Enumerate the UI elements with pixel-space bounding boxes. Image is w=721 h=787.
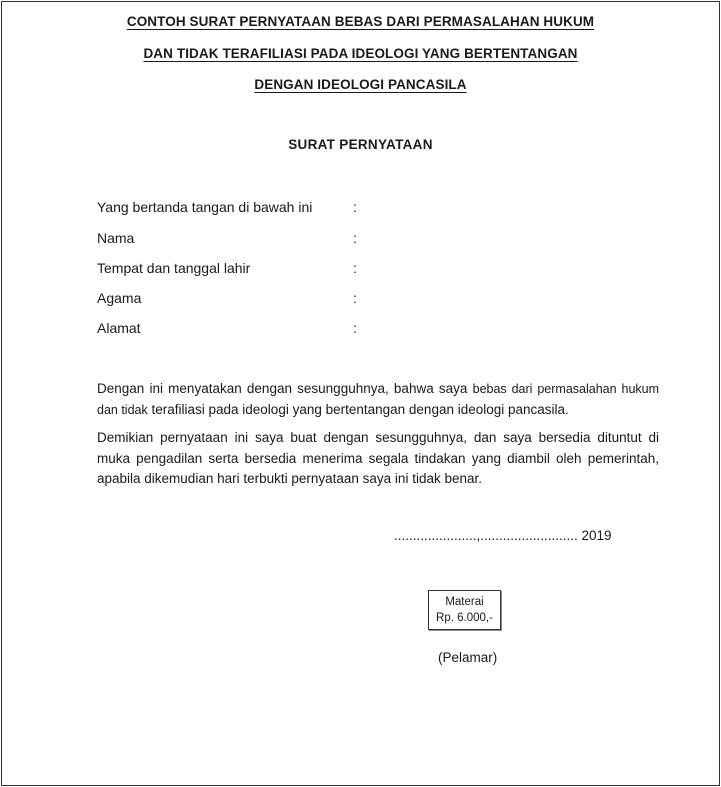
- document-title-line-3: [2, 77, 719, 92]
- field-label: Agama: [97, 290, 142, 306]
- stamp-amount: Rp. 6.000,-: [436, 612, 493, 624]
- field-colon: :: [353, 290, 357, 306]
- field-label: Yang bertanda tangan di bawah ini: [97, 199, 313, 215]
- document-subtitle: SURAT PERNYATAAN: [288, 137, 433, 152]
- document-title-line-1: [2, 14, 719, 29]
- stamp-label: Materai: [445, 596, 484, 608]
- field-address: [97, 320, 397, 338]
- document-title-line-2: [2, 46, 719, 61]
- closing-paragraph: Demikian pernyataan ini saya buat dengan sesungguhnya, dan saya bersedia dituntut di muka pengadilan serta bersedia menerima segala tindakan yang diambil oleh pemerintah, apabila dikemudian hari terbukti pernyataan saya ini tidak benar.: [97, 430, 659, 486]
- title-text-2: DAN TIDAK TERAFILIASI PADA IDEOLOGI YANG BERTENTANGAN: [143, 46, 578, 61]
- statement-part-3: terafiliasi pada ideologi yang bertentangan dengan ideologi pancasila.: [147, 401, 569, 417]
- statement-part-2: bebas dari permasalahan hukum dan tidak: [97, 382, 660, 417]
- field-label: Tempat dan tanggal lahir: [97, 260, 251, 276]
- field-label: Alamat: [97, 320, 141, 336]
- field-colon: :: [353, 230, 357, 246]
- document-page: [1, 1, 720, 786]
- field-colon: :: [353, 260, 357, 276]
- field-signatory: [97, 199, 397, 217]
- statement-paragraph: [97, 379, 659, 420]
- place-date-line: ......................,.......................... 2019: [394, 528, 612, 543]
- field-colon: :: [353, 320, 357, 336]
- title-text-3: DENGAN IDEOLOGI PANCASILA: [254, 77, 467, 92]
- statement-part-1: Dengan ini menyatakan dengan sesungguhnya, bahwa saya: [97, 381, 473, 396]
- stamp-duty-box: [428, 590, 501, 630]
- field-birth-place-date: [97, 260, 397, 278]
- field-label: Nama: [97, 230, 135, 246]
- signer-label: (Pelamar): [438, 650, 498, 665]
- field-name: [97, 230, 397, 248]
- title-text-1: CONTOH SURAT PERNYATAAN BEBAS DARI PERMASALAHAN HUKUM: [126, 14, 595, 29]
- field-religion: [97, 290, 397, 308]
- field-colon: :: [353, 199, 357, 215]
